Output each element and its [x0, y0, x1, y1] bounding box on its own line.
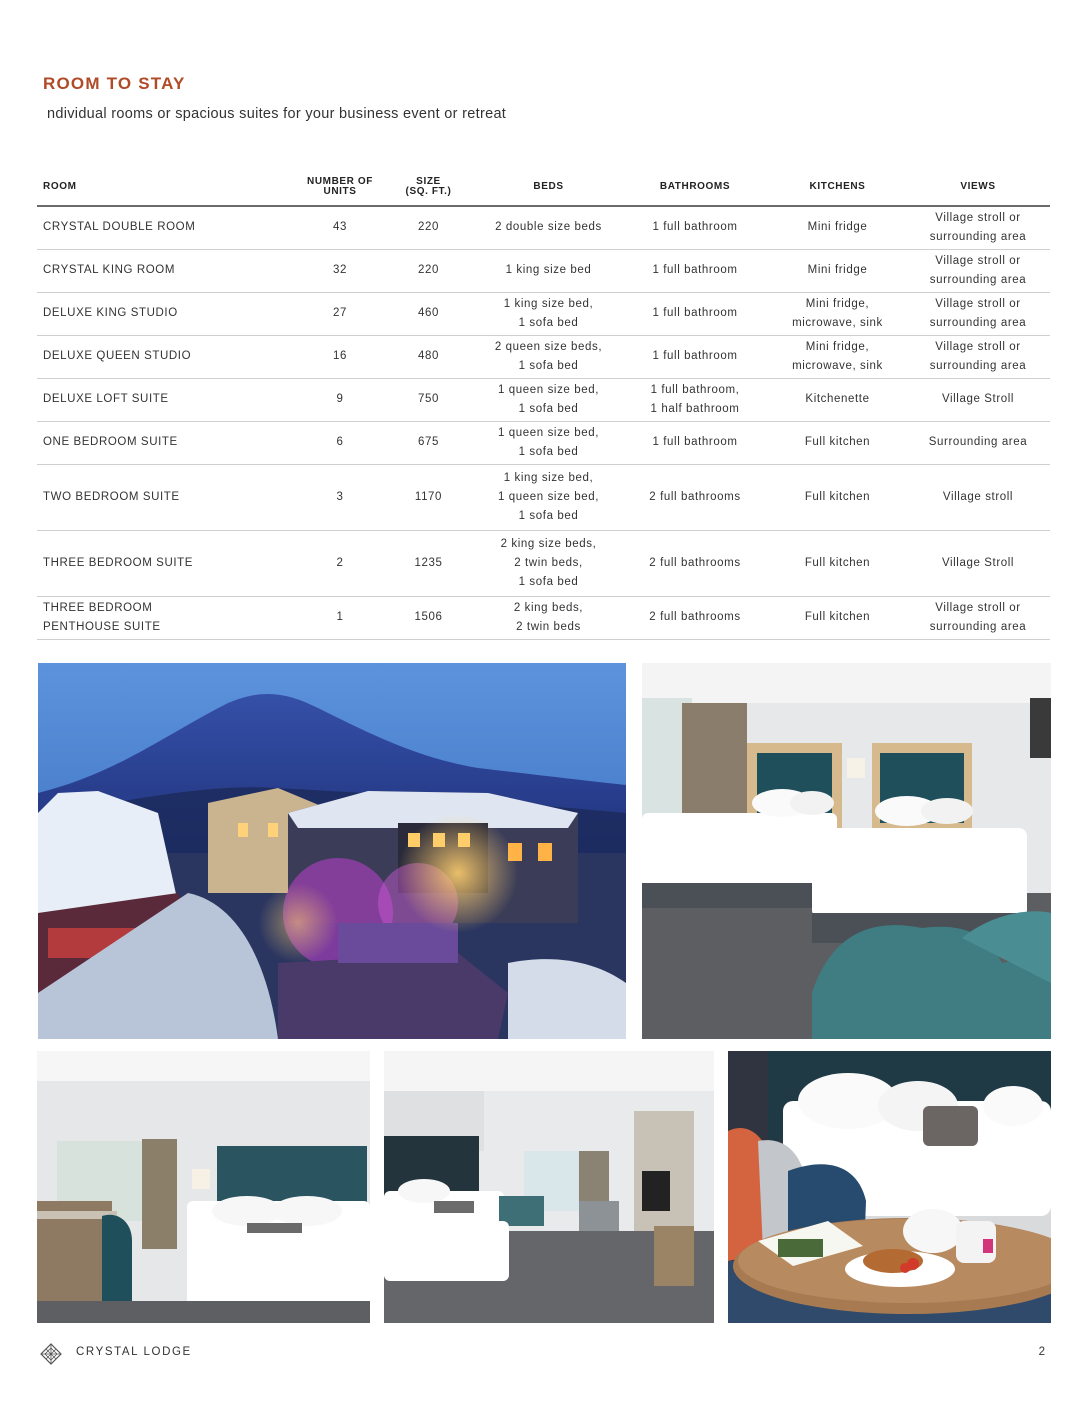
double-room-photo [642, 663, 1051, 1039]
cell-size: 460 [381, 292, 476, 335]
cell-size: 480 [381, 335, 476, 378]
cell-room: TWO BEDROOM SUITE [37, 464, 299, 530]
table-row [37, 335, 1050, 378]
cell-kitchens: Kitchenette [769, 378, 906, 421]
king-room-photo [37, 1051, 370, 1323]
cell-kitchens: Mini fridge [769, 206, 906, 249]
header-beds: BEDS [476, 168, 621, 206]
cell-units: 43 [299, 206, 381, 249]
cell-room: THREE BEDROOM SUITE [37, 530, 299, 596]
cell-kitchens: Full kitchen [769, 421, 906, 464]
cell-room: DELUXE QUEEN STUDIO [37, 335, 299, 378]
page-heading: ROOM TO STAY [43, 74, 186, 93]
cell-room: THREE BEDROOM PENTHOUSE SUITE [37, 596, 299, 639]
cell-kitchens: Mini fridge [769, 249, 906, 292]
cell-beds: 1 queen size bed, 1 sofa bed [476, 378, 621, 421]
table-row [37, 464, 1050, 530]
cell-units: 27 [299, 292, 381, 335]
cell-views: Village stroll or surrounding area [906, 206, 1050, 249]
table-row [37, 421, 1050, 464]
cell-units: 2 [299, 530, 381, 596]
cell-room: DELUXE KING STUDIO [37, 292, 299, 335]
cell-bathrooms: 1 full bathroom [621, 335, 769, 378]
page-number: 2 [1038, 1346, 1045, 1358]
cell-bathrooms: 1 full bathroom [621, 292, 769, 335]
cell-room: CRYSTAL KING ROOM [37, 249, 299, 292]
cell-size: 675 [381, 421, 476, 464]
cell-bathrooms: 2 full bathrooms [621, 596, 769, 639]
cell-views: Village Stroll [906, 530, 1050, 596]
table-row [37, 596, 1050, 639]
cell-units: 1 [299, 596, 381, 639]
room-table [37, 168, 1050, 640]
cell-kitchens: Full kitchen [769, 596, 906, 639]
page-subheading: ndividual rooms or spacious suites for your business event or retreat [47, 106, 507, 122]
cell-units: 9 [299, 378, 381, 421]
cell-size: 750 [381, 378, 476, 421]
footer-brand-name: CRYSTAL LODGE [76, 1346, 192, 1358]
cell-room: ONE BEDROOM SUITE [37, 421, 299, 464]
cell-bathrooms: 1 full bathroom [621, 421, 769, 464]
studio-room-photo [384, 1051, 714, 1323]
header-units: NUMBER OF UNITS [299, 168, 381, 206]
cell-beds: 2 queen size beds, 1 sofa bed [476, 335, 621, 378]
cell-beds: 1 king size bed [476, 249, 621, 292]
cell-units: 16 [299, 335, 381, 378]
cell-kitchens: Full kitchen [769, 530, 906, 596]
cell-bathrooms: 1 full bathroom [621, 249, 769, 292]
cell-bathrooms: 1 full bathroom, 1 half bathroom [621, 378, 769, 421]
cell-beds: 2 king beds, 2 twin beds [476, 596, 621, 639]
table-row [37, 378, 1050, 421]
table-row [37, 530, 1050, 596]
cell-kitchens: Mini fridge, microwave, sink [769, 292, 906, 335]
cell-views: Village stroll or surrounding area [906, 596, 1050, 639]
cell-size: 1506 [381, 596, 476, 639]
cell-size: 1170 [381, 464, 476, 530]
cell-beds: 2 king size beds, 2 twin beds, 1 sofa bed [476, 530, 621, 596]
cell-units: 32 [299, 249, 381, 292]
cell-views: Village stroll or surrounding area [906, 292, 1050, 335]
cell-views: Village Stroll [906, 378, 1050, 421]
cell-room: DELUXE LOFT SUITE [37, 378, 299, 421]
cell-views: Village stroll or surrounding area [906, 249, 1050, 292]
table-row [37, 249, 1050, 292]
header-room: ROOM [37, 168, 299, 206]
cell-beds: 2 double size beds [476, 206, 621, 249]
breakfast-tray-photo [728, 1051, 1051, 1323]
crystal-logo-icon [40, 1343, 62, 1365]
cell-views: Surrounding area [906, 421, 1050, 464]
cell-views: Village stroll or surrounding area [906, 335, 1050, 378]
cell-beds: 1 queen size bed, 1 sofa bed [476, 421, 621, 464]
header-bathrooms: BATHROOMS [621, 168, 769, 206]
cell-size: 220 [381, 206, 476, 249]
table-row [37, 292, 1050, 335]
cell-size: 220 [381, 249, 476, 292]
cell-bathrooms: 2 full bathrooms [621, 530, 769, 596]
cell-kitchens: Mini fridge, microwave, sink [769, 335, 906, 378]
cell-kitchens: Full kitchen [769, 464, 906, 530]
cell-size: 1235 [381, 530, 476, 596]
cell-units: 6 [299, 421, 381, 464]
cell-room: CRYSTAL DOUBLE ROOM [37, 206, 299, 249]
cell-beds: 1 king size bed, 1 sofa bed [476, 292, 621, 335]
village-night-photo [38, 663, 626, 1039]
cell-bathrooms: 1 full bathroom [621, 206, 769, 249]
header-size: SIZE (SQ. FT.) [381, 168, 476, 206]
header-views: VIEWS [906, 168, 1050, 206]
table-row [37, 206, 1050, 249]
header-kitchens: KITCHENS [769, 168, 906, 206]
room-table-header [37, 168, 1050, 206]
cell-bathrooms: 2 full bathrooms [621, 464, 769, 530]
cell-beds: 1 king size bed, 1 queen size bed, 1 sofa bed [476, 464, 621, 530]
cell-views: Village stroll [906, 464, 1050, 530]
cell-units: 3 [299, 464, 381, 530]
